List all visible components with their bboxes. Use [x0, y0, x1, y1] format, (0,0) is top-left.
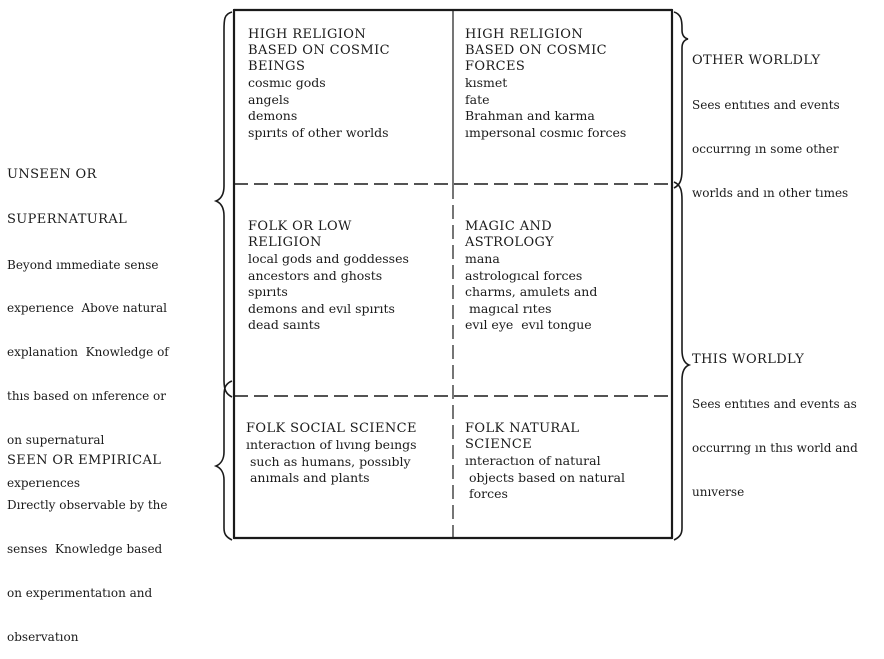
- cell-item: demons: [248, 108, 298, 123]
- other-worldly-desc-line: occurrıng ın some other: [692, 142, 839, 157]
- cell-high-religion-forces: [465, 27, 626, 141]
- seen-desc-line: senses Knowledge based: [7, 542, 163, 557]
- cell-title-line: SCIENCE: [465, 437, 533, 452]
- other-worldly-desc-line: Sees entıtıes and events: [692, 98, 840, 113]
- left-brace-seen: [216, 381, 232, 540]
- unseen-title-line: SUPERNATURAL: [7, 212, 128, 228]
- seen-desc-line: Dırectly observable by the: [7, 498, 168, 513]
- right-brace-other-worldly: [674, 12, 688, 188]
- cell-title-line: ASTROLOGY: [465, 235, 555, 250]
- cell-item: cosmıc gods: [248, 75, 326, 90]
- cell-title-line: HIGH RELIGION: [248, 27, 367, 42]
- cell-item: charms, amulets and: [465, 284, 598, 299]
- other-worldly-label: [692, 24, 848, 215]
- left-brace-unseen: [216, 12, 232, 397]
- cell-high-religion-beings: [248, 27, 390, 141]
- seen-title-line: SEEN OR EMPIRICAL: [7, 453, 162, 469]
- cell-title-line: HIGH RELIGION: [465, 27, 584, 42]
- cell-item: kısmet: [465, 75, 508, 90]
- cell-item: evıl eye evıl tongue: [465, 317, 592, 332]
- cell-item: local gods and goddesses: [248, 251, 409, 266]
- other-worldly-title: OTHER WORLDLY: [692, 53, 821, 69]
- cell-item: magıcal rıtes: [465, 300, 552, 316]
- cell-item: forces: [465, 486, 508, 501]
- cell-item: Brahman and karma: [465, 108, 595, 123]
- other-worldly-desc-line: worlds and ın other tımes: [692, 185, 849, 200]
- cell-title-line: BASED ON COSMIC: [248, 43, 390, 58]
- cell-title-line: BASED ON COSMIC: [465, 43, 607, 58]
- cell-title-line: FOLK SOCIAL SCIENCE: [246, 421, 417, 436]
- cell-item: dead saınts: [248, 317, 321, 332]
- cell-item: ancestors and ghosts: [248, 267, 383, 283]
- this-worldly-title: THIS WORLDLY: [692, 352, 805, 368]
- this-worldly-desc-line: occurrıng ın thıs world and: [692, 441, 858, 456]
- this-worldly-desc-line: unıverse: [692, 484, 745, 499]
- right-brace-this-worldly: [674, 182, 689, 540]
- cell-item: spırıts of other worlds: [248, 124, 389, 140]
- cell-item: ınteractıon of natural: [465, 453, 601, 468]
- cell-item: demons and evıl spırıts: [248, 300, 395, 316]
- cell-item: objects based on natural: [465, 469, 625, 485]
- cell-item: ınteractıon of lıvıng beıngs: [246, 437, 417, 452]
- this-worldly-desc-line: Sees entıtıes and events as: [692, 397, 857, 412]
- cell-title-line: FOLK NATURAL: [465, 421, 580, 436]
- cell-folk-religion: [248, 219, 409, 334]
- unseen-desc-line: on supernatural: [7, 432, 105, 447]
- cell-title-line: MAGIC AND: [465, 219, 553, 234]
- unseen-desc-line: explanation Knowledge of: [7, 345, 169, 360]
- cell-folk-natural-science: [465, 421, 625, 503]
- unseen-desc-line: experıences: [7, 476, 81, 491]
- seen-desc-line: on experımentatıon and: [7, 585, 153, 600]
- unseen-title-line: UNSEEN OR: [7, 167, 97, 183]
- cell-title-line: RELIGION: [248, 235, 322, 250]
- seen-label: [7, 424, 167, 659]
- cell-title-line: FORCES: [465, 59, 526, 74]
- cell-item: fate: [465, 91, 490, 107]
- cell-item: angels: [248, 91, 290, 107]
- cell-title-line: FOLK OR LOW: [248, 219, 352, 234]
- cell-item: mana: [465, 251, 500, 266]
- unseen-desc-line: Beyond ımmediate sense: [7, 257, 159, 272]
- cell-item: astrologıcal forces: [465, 267, 583, 283]
- unseen-desc-line: experıence Above natural: [7, 301, 167, 316]
- cell-item: spırıts: [248, 284, 288, 299]
- cell-magic-astrology: [465, 219, 597, 334]
- this-worldly-label: [692, 323, 858, 514]
- cell-folk-social-science: [246, 421, 417, 487]
- unseen-desc-line: thıs based on ınference or: [7, 388, 166, 403]
- cell-item: anımals and plants: [246, 470, 370, 485]
- cell-title-line: BEINGS: [248, 59, 306, 74]
- seen-desc-line: observatıon: [7, 629, 79, 644]
- cell-item: such as humans, possıbly: [246, 453, 411, 469]
- cell-item: ımpersonal cosmıc forces: [465, 124, 627, 140]
